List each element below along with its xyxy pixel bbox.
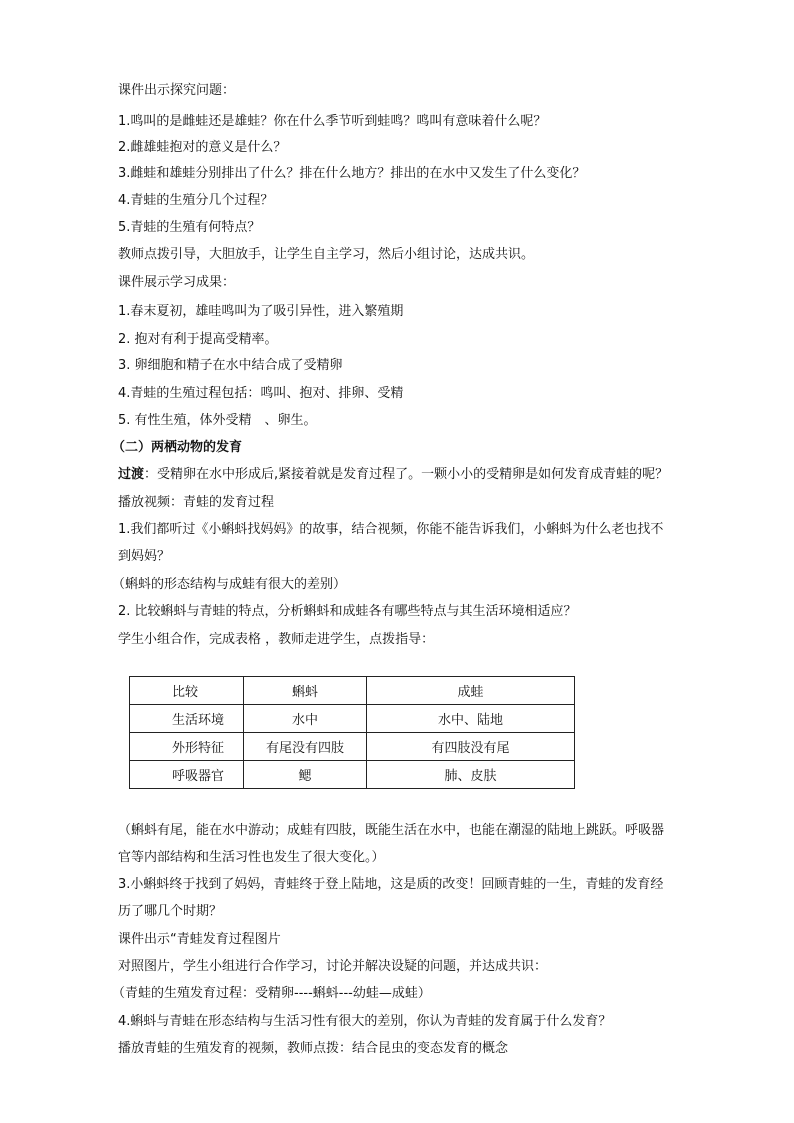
paragraph: 播放视频：青蛙的发育过程 — [118, 495, 275, 510]
answer-note-cont: 官等内部结构和生活习性也发生了很大变化。） — [118, 850, 385, 865]
answer-note: （蝌蚪有尾，能在水中游动；成蛙有四肢，既能生活在水中，也能在潮湿的陆地上跳跃。呼吸器 — [118, 823, 665, 838]
result-3: 3. 卵细胞和精子在水中结合成了受精卵 — [118, 358, 343, 373]
section-heading: （二）两栖动物的发育 — [112, 440, 243, 455]
table-cell: 鳃 — [244, 761, 367, 789]
table-row — [130, 733, 575, 761]
paragraph: 课件展示学习成果： — [118, 275, 236, 290]
table-cell: 水中 — [244, 705, 367, 733]
answer-note: （蝌蚪的形态结构与成蛙有很大的差别） — [112, 577, 347, 592]
comparison-table — [129, 676, 575, 789]
table-cell: 水中、陆地 — [367, 705, 575, 733]
question-2: 2.雌雄蛙抱对的意义是什么？ — [118, 140, 287, 155]
paragraph: 对照图片，学生小组进行合作学习，讨论并解决设疑的问题，并达成共识： — [118, 959, 548, 974]
paragraph: 课件出示探究问题： — [118, 83, 236, 98]
paragraph: 播放青蛙的生殖发育的视频，教师点拨：结合昆虫的变态发育的概念 — [118, 1041, 509, 1056]
table-cell: 生活环境 — [130, 705, 244, 733]
table-cell: 有尾没有四肢 — [244, 733, 367, 761]
table-cell: 呼吸器官 — [130, 761, 244, 789]
question-3: 3.雌蛙和雄蛙分别排出了什么？排在什么地方？排出的在水中又发生了什么变化？ — [118, 166, 586, 181]
transition-text: ：受精卵在水中形成后,紧接着就是发育过程了。一颗小小的受精卵是如何发育成青蛙的呢？ — [144, 467, 669, 482]
paragraph: 课件出示“青蛙发育过程图片 — [118, 932, 281, 947]
question-3: 3.小蝌蚪终于找到了妈妈，青蛙终于登上陆地，这是质的改变！回顾青蛙的一生，青蛙的发育经 — [118, 877, 664, 892]
question-5: 5.青蛙的生殖有何特点？ — [118, 220, 261, 235]
result-4: 4.青蛙的生殖过程包括：鸣叫、抱对、排卵、受精 — [118, 386, 404, 401]
table-row — [130, 761, 575, 789]
paragraph: 教师点拨引导，大胆放手，让学生自主学习，然后小组讨论，达成共识。 — [118, 247, 535, 262]
result-5: 5. 有性生殖，体外受精 、卵生。 — [118, 413, 317, 428]
transition-label: 过渡 — [118, 467, 145, 482]
table-header-row — [130, 677, 575, 705]
question-2: 2. 比较蝌蚪与青蛙的特点，分析蝌蚪和成蛙各有哪些特点与其生活环境相适应？ — [118, 604, 577, 619]
result-1: 1.春末夏初，雄哇鸣叫为了吸引异性，进入繁殖期 — [118, 304, 404, 319]
table-header-cell: 成蛙 — [367, 677, 575, 705]
question-1-cont: 到妈妈？ — [118, 549, 171, 564]
paragraph: 学生小组合作，完成表格 ，教师走进学生，点拨指导： — [118, 632, 435, 647]
table-cell: 肺、皮肤 — [367, 761, 575, 789]
question-4: 4.蝌蚪与青蛙在形态结构与生活习性有很大的差别，你认为青蛙的发育属于什么发育？ — [118, 1014, 612, 1029]
table-header-cell: 比较 — [130, 677, 244, 705]
question-4: 4.青蛙的生殖分几个过程？ — [118, 193, 274, 208]
answer-note: （青蛙的生殖发育过程：受精卵----蝌蚪---幼蛙—成蛙） — [112, 986, 431, 1001]
question-1: 1.鸣叫的是雌蛙还是雄蛙？你在什么季节听到蛙鸣？鸣叫有意味着什么呢？ — [118, 114, 547, 129]
table-header-cell: 蝌蚪 — [244, 677, 367, 705]
table-row — [130, 705, 575, 733]
question-1: 1.我们都听过《小蝌蚪找妈妈》的故事，结合视频，你能不能告诉我们，小蝌蚪为什么老也找不 — [118, 522, 664, 537]
table-cell: 有四肢没有尾 — [367, 733, 575, 761]
table-cell: 外形特征 — [130, 733, 244, 761]
transition-paragraph — [118, 466, 668, 484]
result-2: 2. 抱对有利于提高受精率。 — [118, 332, 278, 347]
question-3-cont: 历了哪几个时期？ — [118, 904, 223, 919]
